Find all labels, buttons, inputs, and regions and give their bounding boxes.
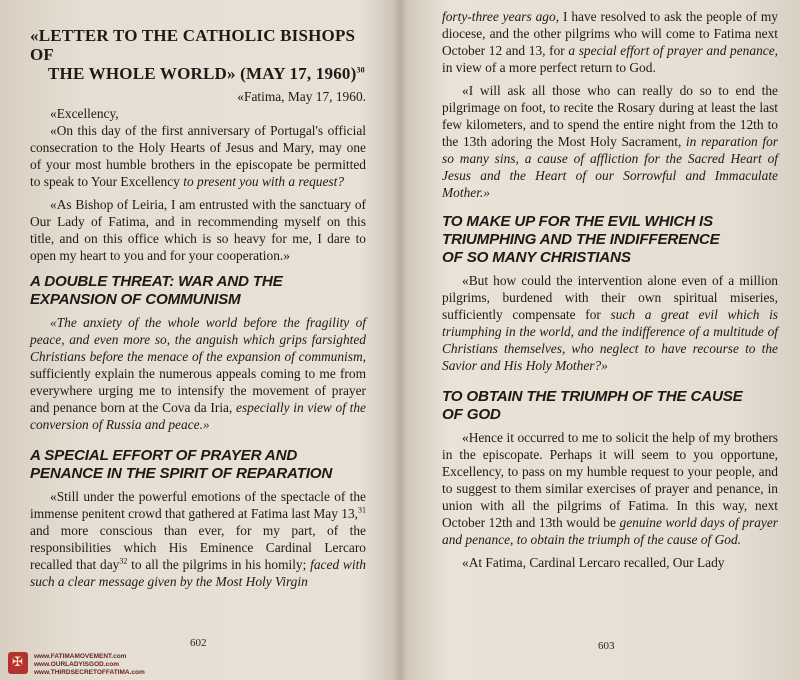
paragraph: «I will ask all those who can really do so to end the pilgrimage on foot, to recite the Rosary during at least the last few kilometers, and to spend the entire night from the 12th to the 13th adoring the Most Holy Sacrament, in reparation for so many sins, a cause of affliction for the Sacred Heart of Jesus and the Heart of our Sorrowful and Immaculate Mother.» [442,83,778,200]
paragraph: «Hence it occurred to me to solicit the help of my brothers in the episcopate. Perhaps it will seem to you opportune, Excellency, to pass on my humble request to your people, and to suggest to them similar exercises of prayer and penance, in union with all the pilgrims of Fatima. In this way, next October 12th and 13th would be genuine world days of prayer and penance, to obtain the triumph of the cause of God. [442,430,778,547]
paragraph: forty-three years ago, I have resolved to ask the people of my diocese, and the other pilgrims who will come to Fatima next October 12 and 13, for a special effort of prayer and penance, in view of a more perfect return to God. [442,9,778,75]
page-number: 603 [598,640,615,652]
section-heading: TO MAKE UP FOR THE EVIL WHICH IS TRIUMPHING AND THE INDIFFERENCE OF SO MANY CHRISTIANS [442,213,720,266]
title-line-1: «LETTER TO THE CATHOLIC BISHOPS OF [30,26,356,64]
section-heading: A SPECIAL EFFORT OF PRAYER AND PENANCE IN THE SPIRIT OF REPARATION [30,447,333,482]
footnote-ref: 30 [356,65,365,75]
paragraph: «Still under the powerful emotions of the spectacle of the immense penitent crowd that gathered at Fatima last May 13,31 and more conscious than ever, for my part, of the responsibilities which His Eminence Cardinal Lercaro recalled that day$^{32}$ to all the pilgrims in his homily; faced with such a clear message given by the Most Holy Virgin [30,489,366,589]
dateline: «Fatima, May 17, 1960. [237,89,366,104]
title-line-2: THE WHOLE WORLD» (MAY 17, 1960) [48,64,357,83]
paragraph: «At Fatima, Cardinal Lercaro recalled, Our Lady [462,555,725,570]
paragraph: «On this day of the first anniversary of Portugal's official consecration to the Holy Hearts of Jesus and Mary, may one of your most humble brothers in the episcopate be permitted to speak to Your Excellency to present you with a request? [30,123,366,189]
heart-seal-icon [8,652,28,674]
paragraph: «As Bishop of Leiria, I am entrusted with the sanctuary of Our Lady of Fatima, and in recommending myself on this title, and on this office which is so heavy for me, I dare to open my heart to you and for your cooperation.» [30,197,366,263]
salutation: «Excellency, [50,106,119,121]
paragraph: «The anxiety of the whole world before the fragility of peace, and even more so, the anguish which grips farsighted Christians before the menace of the expansion of communism, sufficiently explain the numerous appeals coming to me from everywhere urging me to intensify the movement of prayer and penance born at the Cova da Iria, especially in view of the conversion of Russia and peace.» [30,315,366,432]
footer-url: www.FATIMAMOVEMENT.com [34,653,127,660]
section-heading: TO OBTAIN THE TRIUMPH OF THE CAUSE OF GOD [442,388,743,423]
left-column [30,26,366,590]
footer-url: www.THIRDSECRETOFFATIMA.com [34,669,145,676]
page-number: 602 [190,637,207,649]
paragraph: «But how could the intervention alone even of a million pilgrims, burdened with their own spiritual miseries, sufficiently compensate for such a great evil which is triumphing in the world, and the indifference of a multitude of Christians themselves, who neglect to have recourse to the Savior and His Holy Mother?» [442,273,779,373]
footer-url: www.OURLADYISGOD.com [34,661,119,668]
right-column [442,8,778,571]
right-page [400,0,800,680]
letter-title [30,26,366,83]
section-heading: A DOUBLE THREAT: WAR AND THE EXPANSION OF COMMUNISM [30,273,283,308]
watermark-footer [8,648,208,678]
